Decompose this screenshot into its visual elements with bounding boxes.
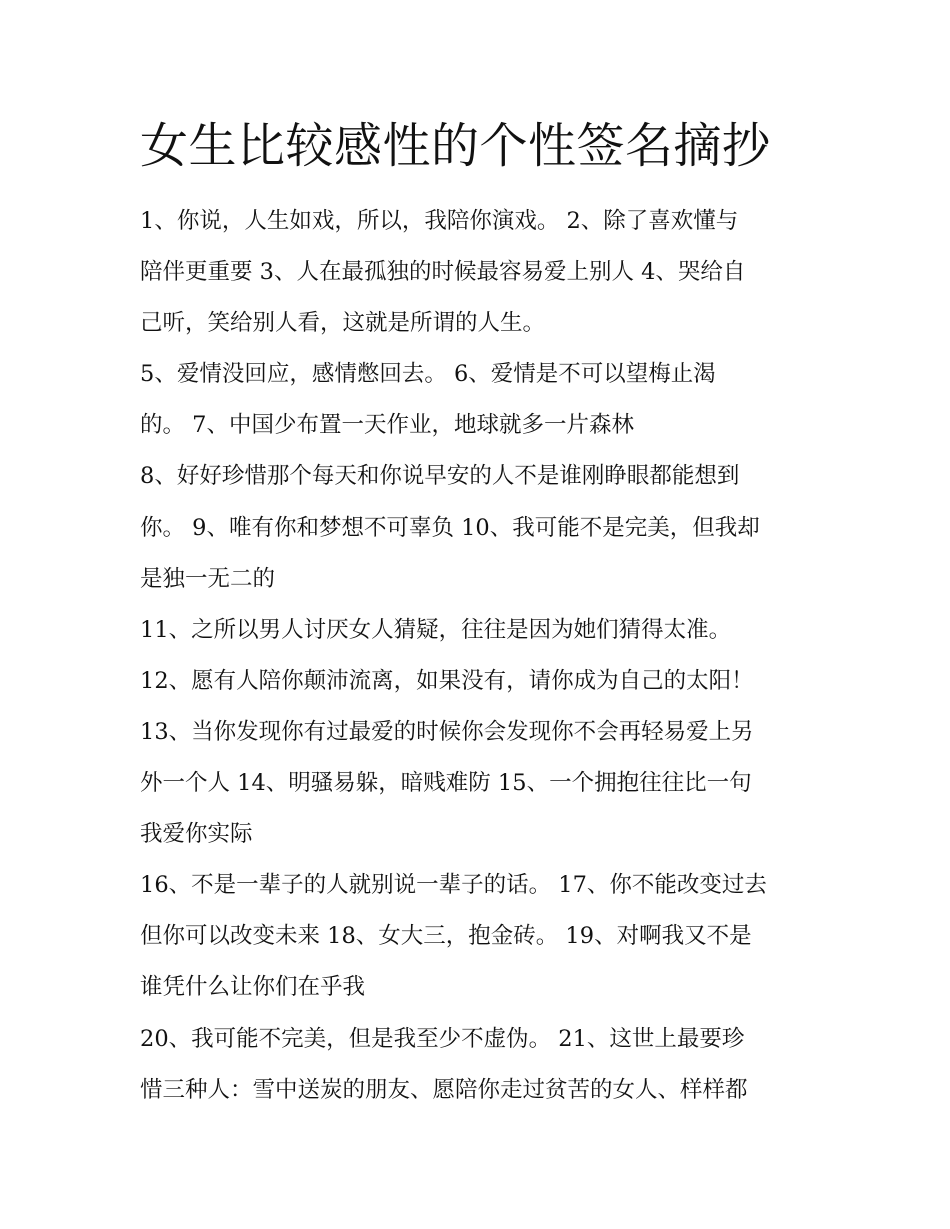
body-text [140, 196, 820, 1116]
text-line: 1、你说，人生如戏，所以，我陪你演戏。 2、除了喜欢懂与 [140, 208, 739, 234]
text-line: 惜三种人：雪中送炭的朋友、愿陪你走过贫苦的女人、样样都 [140, 1076, 748, 1103]
text-line: 16、不是一辈子的人就别说一辈子的话。 17、你不能改变过去 [140, 872, 767, 899]
text-line: 20、我可能不完美，但是我至少不虚伪。 21、这世上最要珍 [140, 1025, 745, 1052]
text-line: 8、好好珍惜那个每天和你说早安的人不是谁刚睁眼都能想到 [140, 463, 740, 490]
text-line: 谁凭什么让你们在乎我 [140, 974, 366, 1001]
page-title: 女生比较感性的个性签名摘抄 [140, 118, 771, 174]
text-line: 但你可以改变未来 18、女大三，抱金砖。 19、对啊我又不是 [140, 923, 752, 950]
text-line: 5、爱情没回应，感情憋回去。 6、爱情是不可以望梅止渴 [140, 361, 716, 388]
text-line: 己听，笑给别人看，这就是所谓的人生。 [140, 310, 546, 337]
text-line: 陪伴更重要 3、人在最孤独的时候最容易爱上别人 4、哭给自 [140, 259, 746, 286]
text-line: 11、之所以男人讨厌女人猜疑，往往是因为她们猜得太准。 [140, 616, 732, 643]
text-line: 13、当你发现你有过最爱的时候你会发现你不会再轻易爱上另 [140, 718, 754, 745]
text-line: 我爱你实际 [140, 821, 253, 848]
text-line: 12、愿有人陪你颠沛流离，如果没有，请你成为自己的太阳！ [140, 667, 754, 694]
text-line: 外一个人 14、明骚易躲，暗贱难防 15、一个拥抱往往比一句 [140, 770, 752, 797]
text-line: 的。 7、中国少布置一天作业，地球就多一片森林 [140, 412, 634, 439]
text-line: 是独一无二的 [140, 565, 276, 592]
text-line: 你。 9、唯有你和梦想不可辜负 10、我可能不是完美，但我却 [140, 514, 760, 541]
